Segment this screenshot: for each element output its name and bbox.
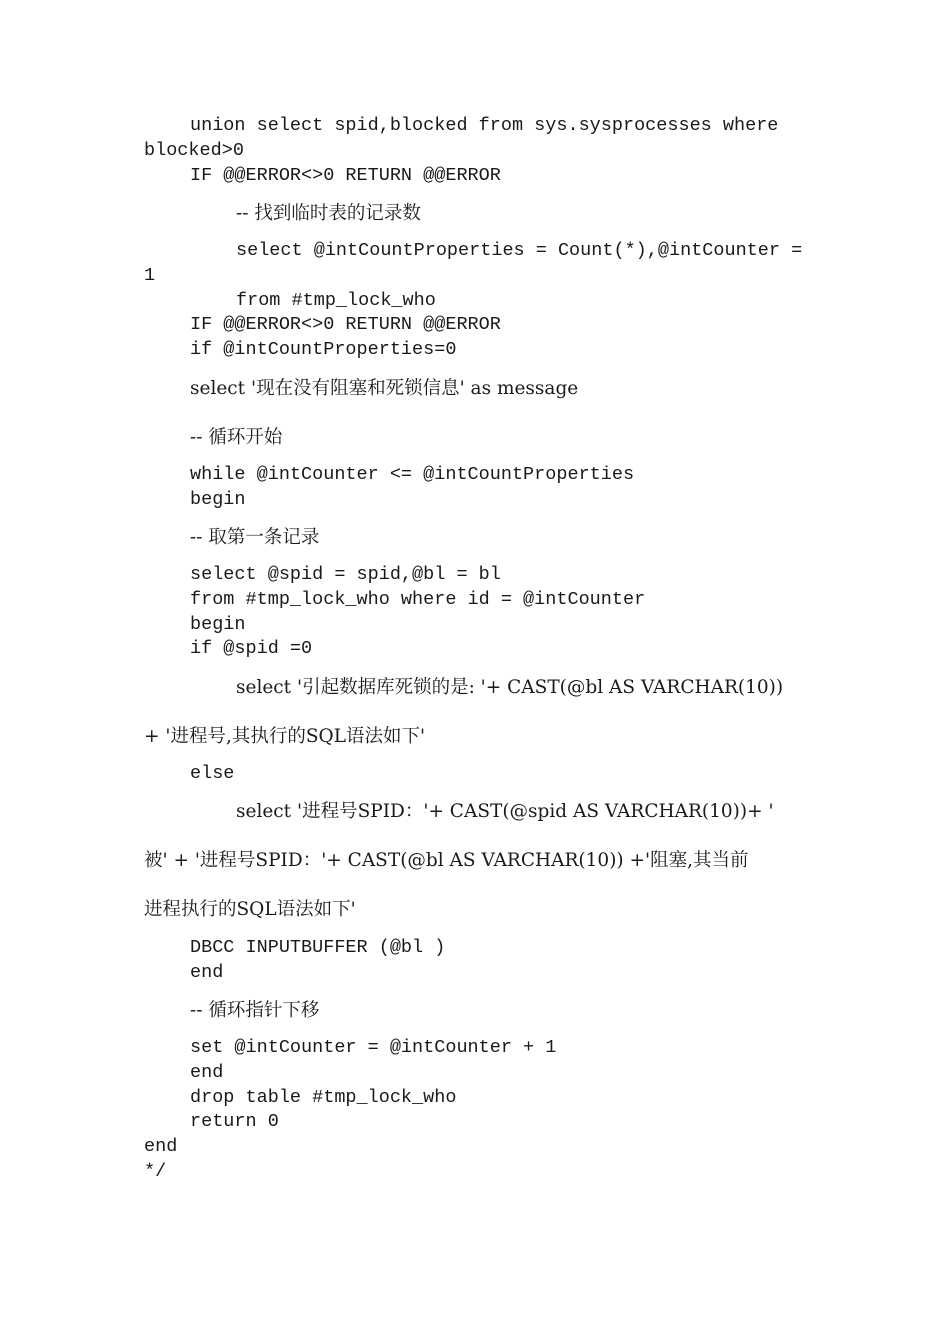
code-line-23: 被' + '进程号SPID：'+ CAST(@bl AS VARCHAR(10)) +'阻塞,其当前 bbox=[144, 850, 749, 871]
code-line-16: from #tmp_lock_who where id = @intCounter bbox=[190, 589, 646, 610]
code-line-17: begin bbox=[190, 614, 246, 635]
code-line-18: if @spid =0 bbox=[190, 638, 313, 659]
code-line-31: return 0 bbox=[190, 1111, 279, 1132]
code-line-12: while @intCounter <= @intCountProperties bbox=[190, 464, 635, 485]
code-line-32: end bbox=[144, 1136, 178, 1157]
code-line-19: select '引起数据库死锁的是: '+ CAST(@bl AS VARCHAR(10)) bbox=[236, 677, 784, 698]
code-line-21: else bbox=[190, 763, 235, 784]
code-line-7: from #tmp_lock_who bbox=[236, 290, 436, 311]
code-line-9: if @intCountProperties=0 bbox=[190, 339, 457, 360]
code-line-13: begin bbox=[190, 489, 246, 510]
code-line-2: blocked>0 bbox=[144, 140, 244, 161]
code-line-6: 1 bbox=[144, 265, 156, 286]
code-comment-2: -- 循环开始 bbox=[190, 427, 283, 448]
code-line-10: select '现在没有阻塞和死锁信息' as message bbox=[190, 378, 579, 399]
code-line-26: end bbox=[190, 962, 224, 983]
code-comment-4: -- 循环指针下移 bbox=[190, 1000, 320, 1021]
code-comment-1: -- 找到临时表的记录数 bbox=[236, 203, 421, 224]
code-line-30: drop table #tmp_lock_who bbox=[190, 1087, 457, 1108]
code-line-15: select @spid = spid,@bl = bl bbox=[190, 564, 501, 585]
code-line-8: IF @@ERROR<>0 RETURN @@ERROR bbox=[190, 314, 501, 335]
code-line-20: + '进程号,其执行的SQL语法如下' bbox=[144, 726, 426, 747]
code-line-24: 进程执行的SQL语法如下' bbox=[144, 899, 356, 920]
code-line-25: DBCC INPUTBUFFER (@bl ) bbox=[190, 937, 446, 958]
code-line-33: */ bbox=[144, 1161, 167, 1182]
code-line-1: union select spid,blocked from sys.sysprocesses where bbox=[190, 115, 779, 136]
code-line-29: end bbox=[190, 1062, 224, 1083]
code-line-22: select '进程号SPID：'+ CAST(@spid AS VARCHAR(10))+ ' bbox=[236, 801, 774, 822]
code-comment-3: -- 取第一条记录 bbox=[190, 527, 320, 548]
code-line-5: select @intCountProperties = Count(*),@intCounter = bbox=[236, 240, 803, 261]
code-line-28: set @intCounter = @intCounter + 1 bbox=[190, 1037, 557, 1058]
code-line-3: IF @@ERROR<>0 RETURN @@ERROR bbox=[190, 165, 501, 186]
